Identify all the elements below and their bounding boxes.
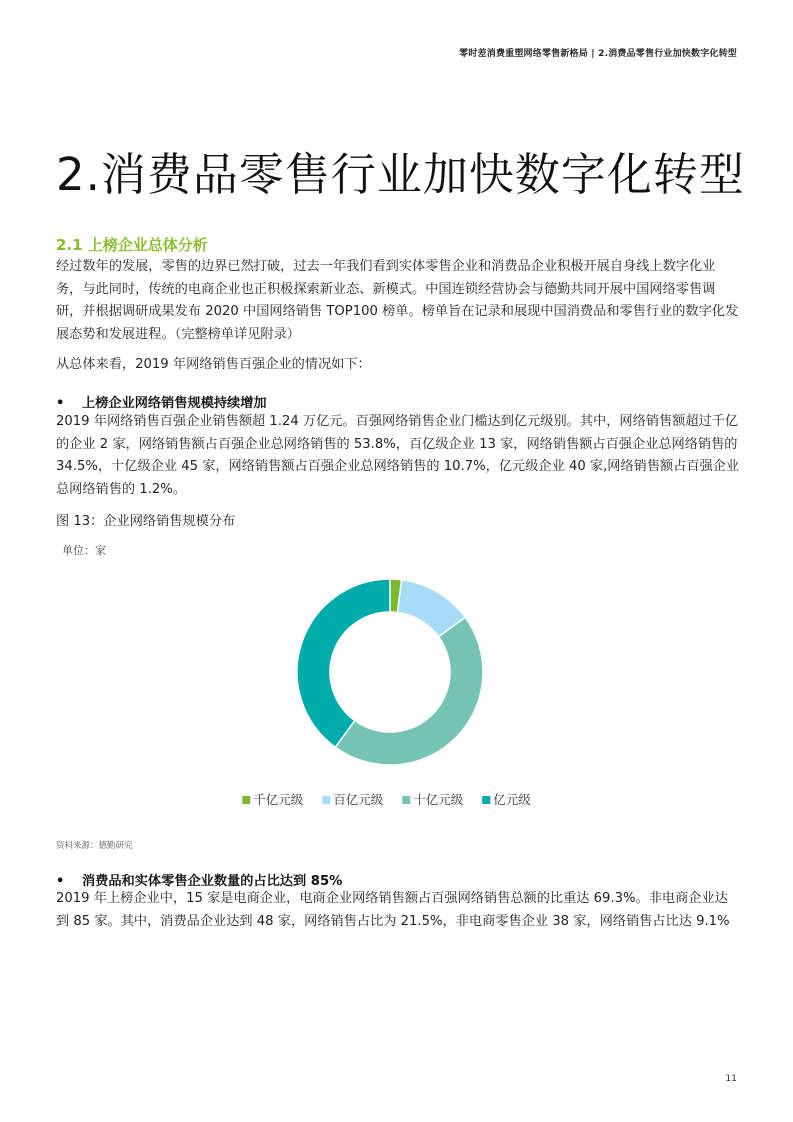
source-note: 资料来源：德勤研究 <box>56 841 133 851</box>
donut-slices <box>297 579 483 765</box>
donut-slice-3 <box>335 617 483 765</box>
scale-paragraph: 2019 年网络销售百强企业销售额超 1.24 万亿元。百强网络销售企业门槛达到亿元级别。其中，网络销售额超过千亿的企业 2 家，网络销售额占百强企业总网络销售的 53.8%，百亿级企业 13 家，网络销售额占百强企业总网络销售的 34.5%，十亿级企业 45 家，网络销售额占百强企业总网络销售的 10.7%，亿元级企业 40 家,网络销售额占百强企业总网络销售的 1.2%。 <box>56 414 740 497</box>
running-header: 零时差消费重塑网络零售新格局 | 2.消费品零售行业加快数字化转型 <box>459 49 737 59</box>
bullet-marker: • <box>56 874 65 889</box>
section-heading: 2.1 上榜企业总体分析 <box>56 236 208 254</box>
donut-chart <box>0 560 793 830</box>
legend-swatch-2 <box>322 796 330 804</box>
bullet-heading-share <box>56 870 342 889</box>
legend-label-3: 十亿元级 <box>413 792 464 807</box>
chart-legend <box>242 792 531 807</box>
legend-swatch-3 <box>402 796 410 804</box>
page-title: 2.消费品零售行业加快数字化转型 <box>56 148 745 201</box>
bullet-title: 消费品和实体零售企业数量的占比达到 85% <box>82 874 343 889</box>
legend-label-1: 千亿元级 <box>253 792 304 807</box>
page-number: 11 <box>725 1074 737 1084</box>
legend-swatch-4 <box>482 796 490 804</box>
legend-label-4: 亿元级 <box>493 792 531 807</box>
unit-label: 单位：家 <box>62 544 106 557</box>
bullet-heading-scale <box>56 392 267 411</box>
intro-paragraph: 经过数年的发展，零售的边界已然打破，过去一年我们看到实体零售企业和消费品企业积极开展自身线上数字化业务，与此同时，传统的电商企业也正积极探索新业态、新模式。中国连锁经营协会与德勤共同开展中国网络零售调研，并根据调研成果发布 2020 中国网络销售 TOP100 榜单。榜单旨在记录和展现中国消费品和零售行业的数字化发展态势和发展进程。（完整榜单详见附录） <box>56 259 739 342</box>
figure-caption: 图 13：企业网络销售规模分布 <box>56 514 236 529</box>
legend-swatch-1 <box>242 796 250 804</box>
bullet-title: 上榜企业网络销售规模持续增加 <box>82 396 267 411</box>
share-paragraph: 2019 年上榜企业中，15 家是电商企业，电商企业网络销售额占百强网络销售总额的比重达 69.3%。非电商企业达到 85 家。其中，消费品企业达到 48 家，网络销售占比为 21.5%，非电商零售企业 38 家，网络销售占比达 9.1% <box>56 891 730 929</box>
lead-paragraph: 从总体来看，2019 年网络销售百强企业的情况如下： <box>56 357 371 372</box>
bullet-marker: • <box>56 396 65 411</box>
donut-slice-4 <box>297 579 390 747</box>
legend-label-2: 百亿元级 <box>333 792 384 807</box>
